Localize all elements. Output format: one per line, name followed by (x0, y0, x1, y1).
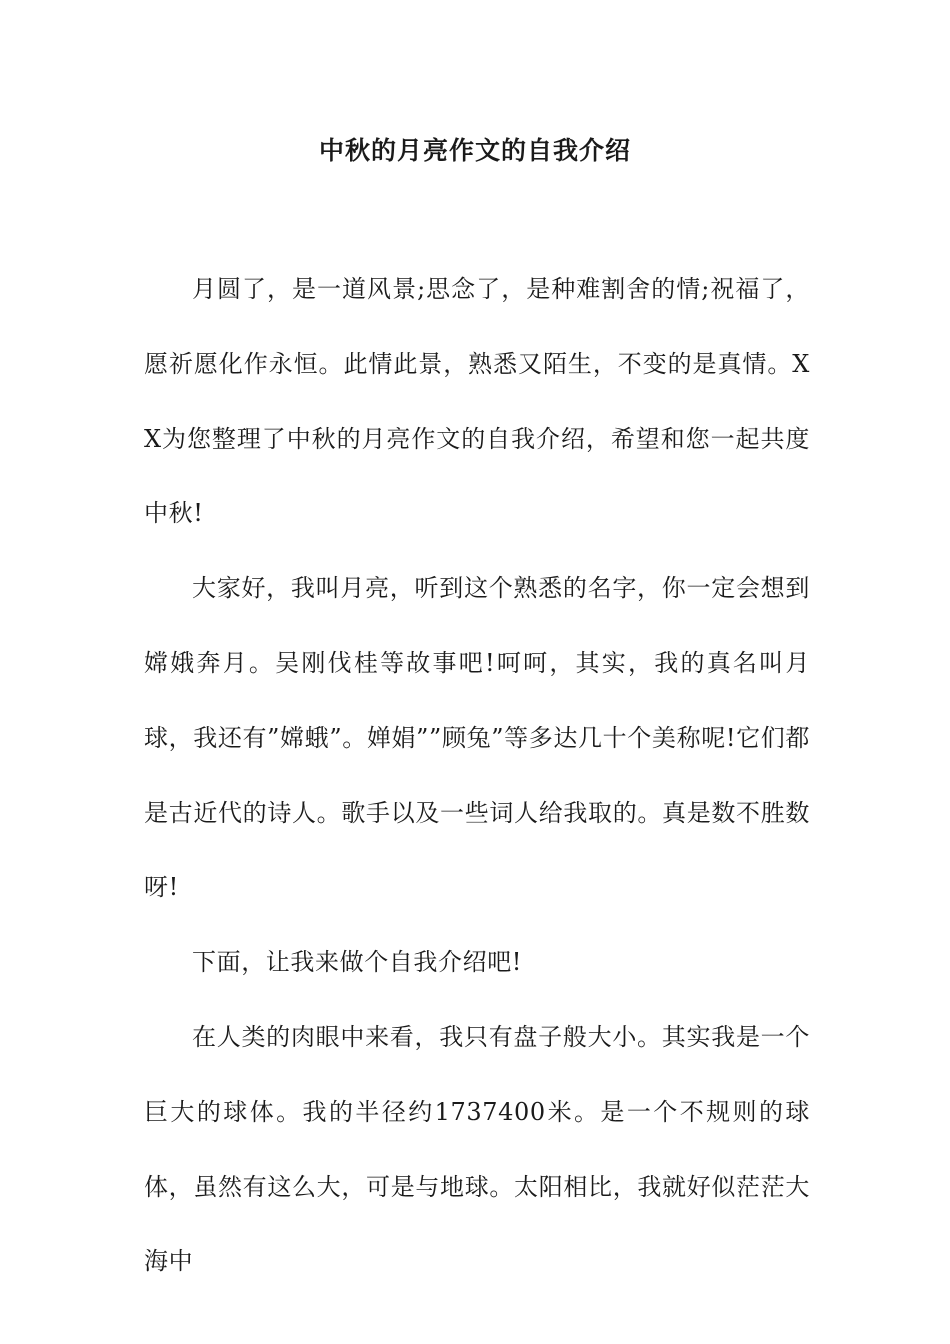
paragraph-transition: 下面，让我来做个自我介绍吧! (192, 948, 523, 977)
paragraph-size: 在人类的肉眼中来看，我只有盘子般大小。其实我是一个巨大的球体。我的半径约1737400米。是一个不规则的球体，虽然有这么大，可是与地球。太阳相比，我就好似茫茫大海中 (144, 1022, 810, 1276)
document-title: 中秋的月亮作文的自我介绍 (318, 136, 631, 165)
document-body (144, 252, 810, 1299)
paragraph-intro: 月圆了，是一道风景;思念了，是种难割舍的情;祝福了，愿祈愿化作永恒。此情此景，熟悉又陌生，不变的是真情。XX为您整理了中秋的月亮作文的自我介绍，希望和您一起共度中秋! (144, 275, 810, 528)
paragraph-greeting: 大家好，我叫月亮，听到这个熟悉的名字，你一定会想到嫦娥奔月。吴刚伐桂等故事吧!呵呵，其实，我的真名叫月球，我还有”嫦蛾”。婵娟””顾兔”等多达几十个美称呢!它们都是古近代的诗人。歌手以及一些词人给我取的。真是数不胜数呀! (144, 574, 810, 902)
